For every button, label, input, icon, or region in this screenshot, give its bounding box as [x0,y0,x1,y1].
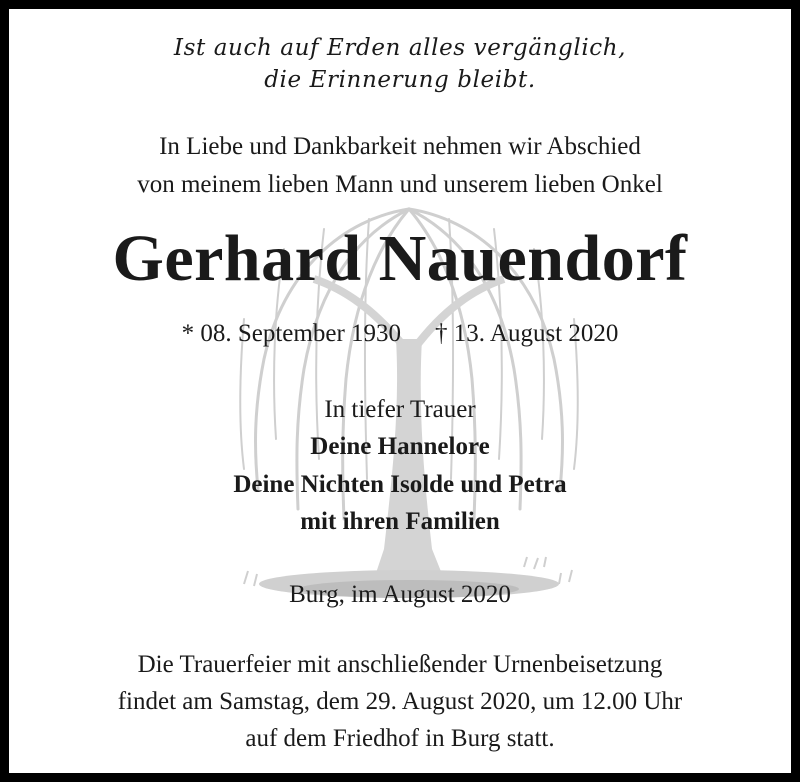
mourner-line-3: mit ihren Familien [300,508,500,535]
mourner-line-1: Deine Hannelore [310,433,490,460]
mourners-intro: In tiefer Trauer [324,396,476,423]
deceased-name: Gerhard Nauendorf [112,222,688,295]
death-date: † 13. August 2020 [435,320,619,347]
motto-line-2: die Erinnerung bleibt. [264,67,536,93]
funeral-line-2: findet am Samstag, dem 29. August 2020, um 12.00 Uhr [117,688,683,715]
place-date: Burg, im August 2020 [289,581,511,608]
intro-line-1: In Liebe und Dankbarkeit nehmen wir Abschied [159,133,641,160]
birth-date: * 08. September 1930 [181,320,402,347]
mourner-line-2: Deine Nichten Isolde und Petra [233,471,567,498]
funeral-line-1: Die Trauerfeier mit anschließender Urnenbeisetzung [137,651,663,678]
motto-line-1: Ist auch auf Erden alles vergänglich, [173,35,627,61]
life-dates [9,320,791,348]
funeral-line-3: auf dem Friedhof in Burg statt. [245,725,555,752]
intro-line-2: von meinem lieben Mann und unserem lieben Onkel [137,171,663,198]
